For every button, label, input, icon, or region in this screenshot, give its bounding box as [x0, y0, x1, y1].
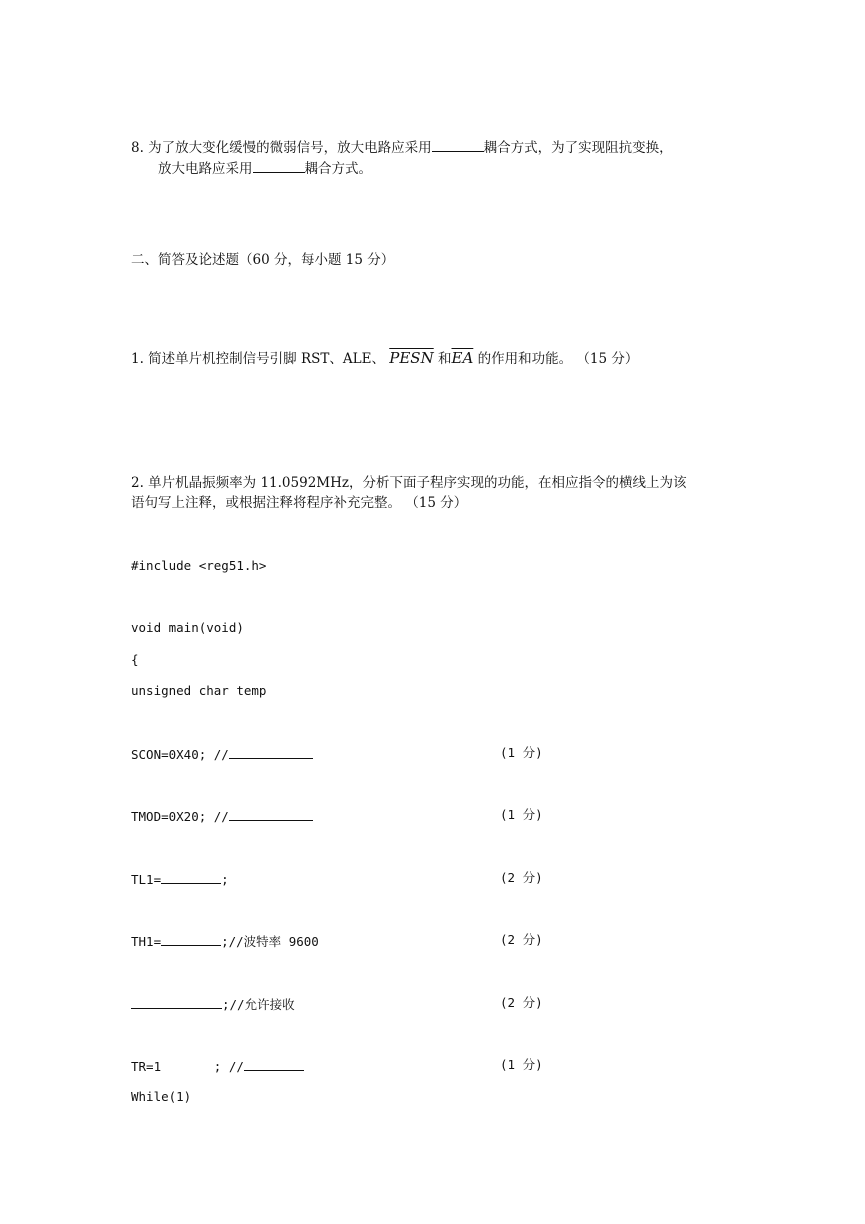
ren-text: ;//允许接收	[222, 997, 295, 1012]
code-tl1	[131, 869, 229, 889]
s2q1-line	[131, 347, 638, 370]
s2q1-prefix: 1. 简述单片机控制信号引脚 RST、ALE、	[131, 351, 385, 367]
pesn-symbol: PESN	[389, 349, 434, 367]
score-tr: (1 分)	[500, 1057, 543, 1072]
answer-blank[interactable]	[229, 744, 313, 759]
q8-text-d: 耦合方式。	[304, 161, 372, 177]
code-include: #include <reg51.h>	[131, 558, 267, 573]
code-th1	[131, 931, 319, 951]
tl1-text-b: ;	[221, 872, 229, 887]
tl1-text-a: TL1=	[131, 872, 162, 887]
q8-text-c: 放大电路应采用	[158, 161, 253, 177]
code-while: While(1)	[131, 1089, 192, 1104]
tmod-text: TMOD=0X20; //	[131, 809, 229, 824]
q8-text-b: 耦合方式，为了实现阻抗变换，	[483, 140, 673, 156]
score-ren: (2 分)	[500, 995, 543, 1010]
s2q2-line-2: 语句写上注释，或根据注释将程序补充完整。 （15 分）	[131, 495, 468, 511]
scon-text: SCON=0X40; //	[131, 747, 229, 762]
s2q2-line-1: 2. 单片机晶振频率为 11.0592MHz，分析下面子程序实现的功能，在相应指令的横线上为该	[131, 475, 687, 491]
code-ren	[131, 994, 295, 1014]
s2q1-and: 和	[438, 351, 452, 367]
code-decl: unsigned char temp	[131, 683, 267, 698]
score-tl1: (2 分)	[500, 870, 543, 885]
q8-line-1	[131, 137, 673, 157]
code-scon	[131, 744, 313, 764]
tr-text: TR=1 ; //	[131, 1059, 244, 1074]
ea-symbol: $\overline{EA}$	[451, 349, 474, 367]
q8-text-a: 8. 为了放大变化缓慢的微弱信号，放大电路应采用	[131, 140, 432, 156]
score-tmod: (1 分)	[500, 807, 543, 822]
answer-blank[interactable]	[161, 869, 221, 884]
th1-text-a: TH1=	[131, 934, 162, 949]
score-th1: (2 分)	[500, 932, 543, 947]
th1-text-b: ;//波特率 9600	[221, 934, 319, 949]
section-heading: 二、简答及论述题（60 分，每小题 15 分）	[131, 252, 395, 268]
q8-line-2	[158, 158, 372, 178]
answer-blank[interactable]	[229, 806, 313, 821]
code-tr	[131, 1056, 304, 1076]
score-scon: (1 分)	[500, 745, 543, 760]
answer-blank[interactable]	[253, 158, 305, 173]
code-main: void main(void)	[131, 620, 244, 635]
answer-blank[interactable]	[432, 137, 484, 152]
answer-blank[interactable]	[131, 994, 222, 1009]
s2q1-suffix: 的作用和功能。 （15 分）	[477, 351, 639, 367]
code-tmod	[131, 806, 313, 826]
answer-blank[interactable]	[244, 1056, 304, 1071]
code-brace: {	[131, 652, 139, 667]
answer-blank[interactable]	[161, 931, 221, 946]
